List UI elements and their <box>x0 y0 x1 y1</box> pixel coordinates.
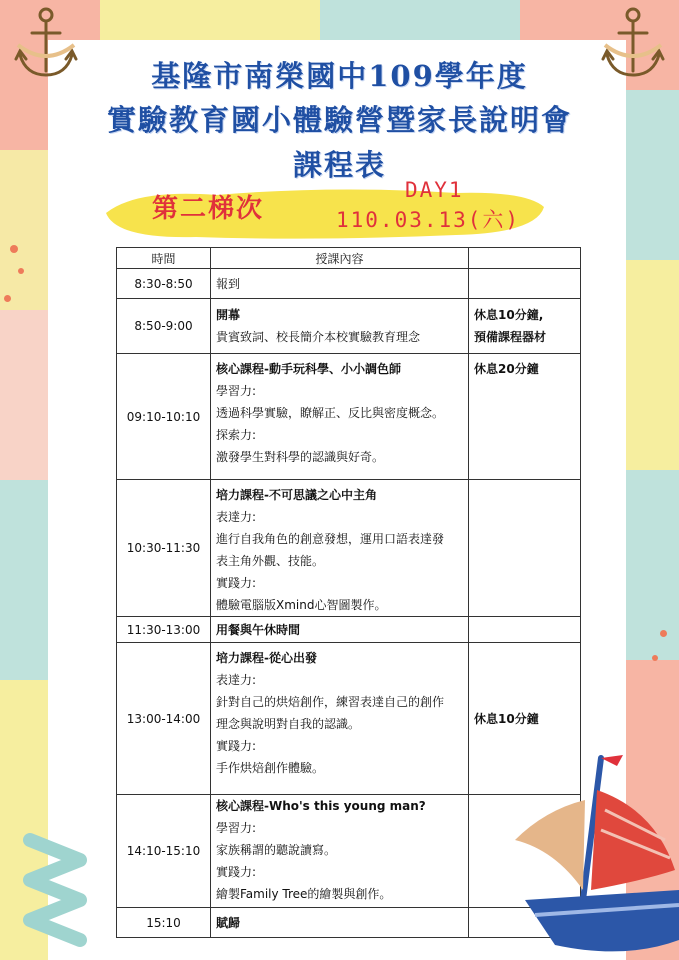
title-line-1: 基隆市南榮國中109學年度 <box>151 59 528 93</box>
table-row <box>117 299 581 354</box>
row-line: 貴賓致詞、校長簡介本校實驗教育理念 <box>216 330 421 344</box>
row-time: 8:30-8:50 <box>117 269 211 299</box>
row-content <box>211 354 469 480</box>
row-time: 10:30-11:30 <box>117 480 211 617</box>
row-note <box>469 354 581 480</box>
row-content <box>211 617 469 643</box>
dot-decoration <box>652 655 658 661</box>
batch-label: 第二梯次 <box>152 194 265 224</box>
table-header-row <box>117 248 581 269</box>
row-line: 培力課程-從心出發 <box>216 651 317 665</box>
row-note <box>469 480 581 617</box>
row-content <box>211 795 469 908</box>
row-line: 理念與說明對自我的認識。 <box>216 717 361 731</box>
header-content: 授課內容 <box>211 248 469 269</box>
row-time: 15:10 <box>117 908 211 938</box>
row-line: 進行自我角色的創意發想，運用口語表達發 <box>216 532 445 546</box>
header-note <box>469 248 581 269</box>
row-line: 實踐力: <box>216 576 257 590</box>
day-label: DAY1 <box>405 178 464 202</box>
row-line: 實踐力: <box>216 739 257 753</box>
row-content <box>211 480 469 617</box>
row-time: 13:00-14:00 <box>117 643 211 795</box>
row-time: 8:50-9:00 <box>117 299 211 354</box>
row-time: 09:10-10:10 <box>117 354 211 480</box>
row-line: 家族稱謂的聽說讀寫。 <box>216 843 337 857</box>
row-content <box>211 299 469 354</box>
row-content <box>211 269 469 299</box>
row-line: 探索力: <box>216 428 257 442</box>
table-row <box>117 354 581 480</box>
row-line: 繪製Family Tree的繪製與創作。 <box>216 887 392 901</box>
note-line: 休息10分鐘, <box>474 308 544 322</box>
row-line: 培力課程-不可思議之心中主角 <box>216 488 377 502</box>
squiggle-decoration <box>10 820 120 960</box>
table-row <box>117 480 581 617</box>
dot-decoration <box>660 630 667 637</box>
row-line: 開幕 <box>216 308 241 322</box>
header-time: 時間 <box>117 248 211 269</box>
table-row <box>117 269 581 299</box>
dot-decoration <box>18 268 24 274</box>
row-content <box>211 643 469 795</box>
row-line: 表達力: <box>216 673 257 687</box>
row-note <box>469 617 581 643</box>
row-line: 核心課程-動手玩科學、小小調色師 <box>216 362 401 376</box>
row-line: 核心課程-Who's this young man? <box>216 799 426 813</box>
row-content <box>211 908 469 938</box>
note-line: 休息20分鐘 <box>474 362 539 376</box>
row-line: 激發學生對科學的認識與好奇。 <box>216 450 385 464</box>
row-line: 表達力: <box>216 510 257 524</box>
row-line: 體驗電腦版Xmind心智圖製作。 <box>216 598 387 612</box>
row-line: 學習力: <box>216 384 257 398</box>
title-line-3: 課程表 <box>292 148 386 182</box>
row-line: 透過科學實驗，瞭解正、反比與密度概念。 <box>216 406 445 420</box>
row-line: 手作烘焙創作體驗。 <box>216 761 325 775</box>
row-line: 針對自己的烘焙創作，練習表達自己的創作 <box>216 695 445 709</box>
row-note <box>469 269 581 299</box>
note-line: 預備課程器材 <box>474 330 547 344</box>
title-line-2: 實驗教育國小體驗營暨家長說明會 <box>106 103 572 137</box>
row-line: 報到 <box>216 276 241 291</box>
row-line: 賦歸 <box>216 915 241 930</box>
dot-decoration <box>4 295 11 302</box>
row-line: 實踐力: <box>216 865 257 879</box>
note-line: 休息10分鐘 <box>474 711 539 726</box>
row-time: 14:10-15:10 <box>117 795 211 908</box>
date-label: 110.03.13(六) <box>336 208 521 232</box>
row-time: 11:30-13:00 <box>117 617 211 643</box>
table-row <box>117 617 581 643</box>
row-line: 學習力: <box>216 821 257 835</box>
row-note <box>469 299 581 354</box>
row-line: 用餐與午休時間 <box>216 622 301 637</box>
dot-decoration <box>10 245 18 253</box>
row-line: 表主角外觀、技能。 <box>216 554 325 568</box>
sailboat-icon <box>505 750 679 960</box>
